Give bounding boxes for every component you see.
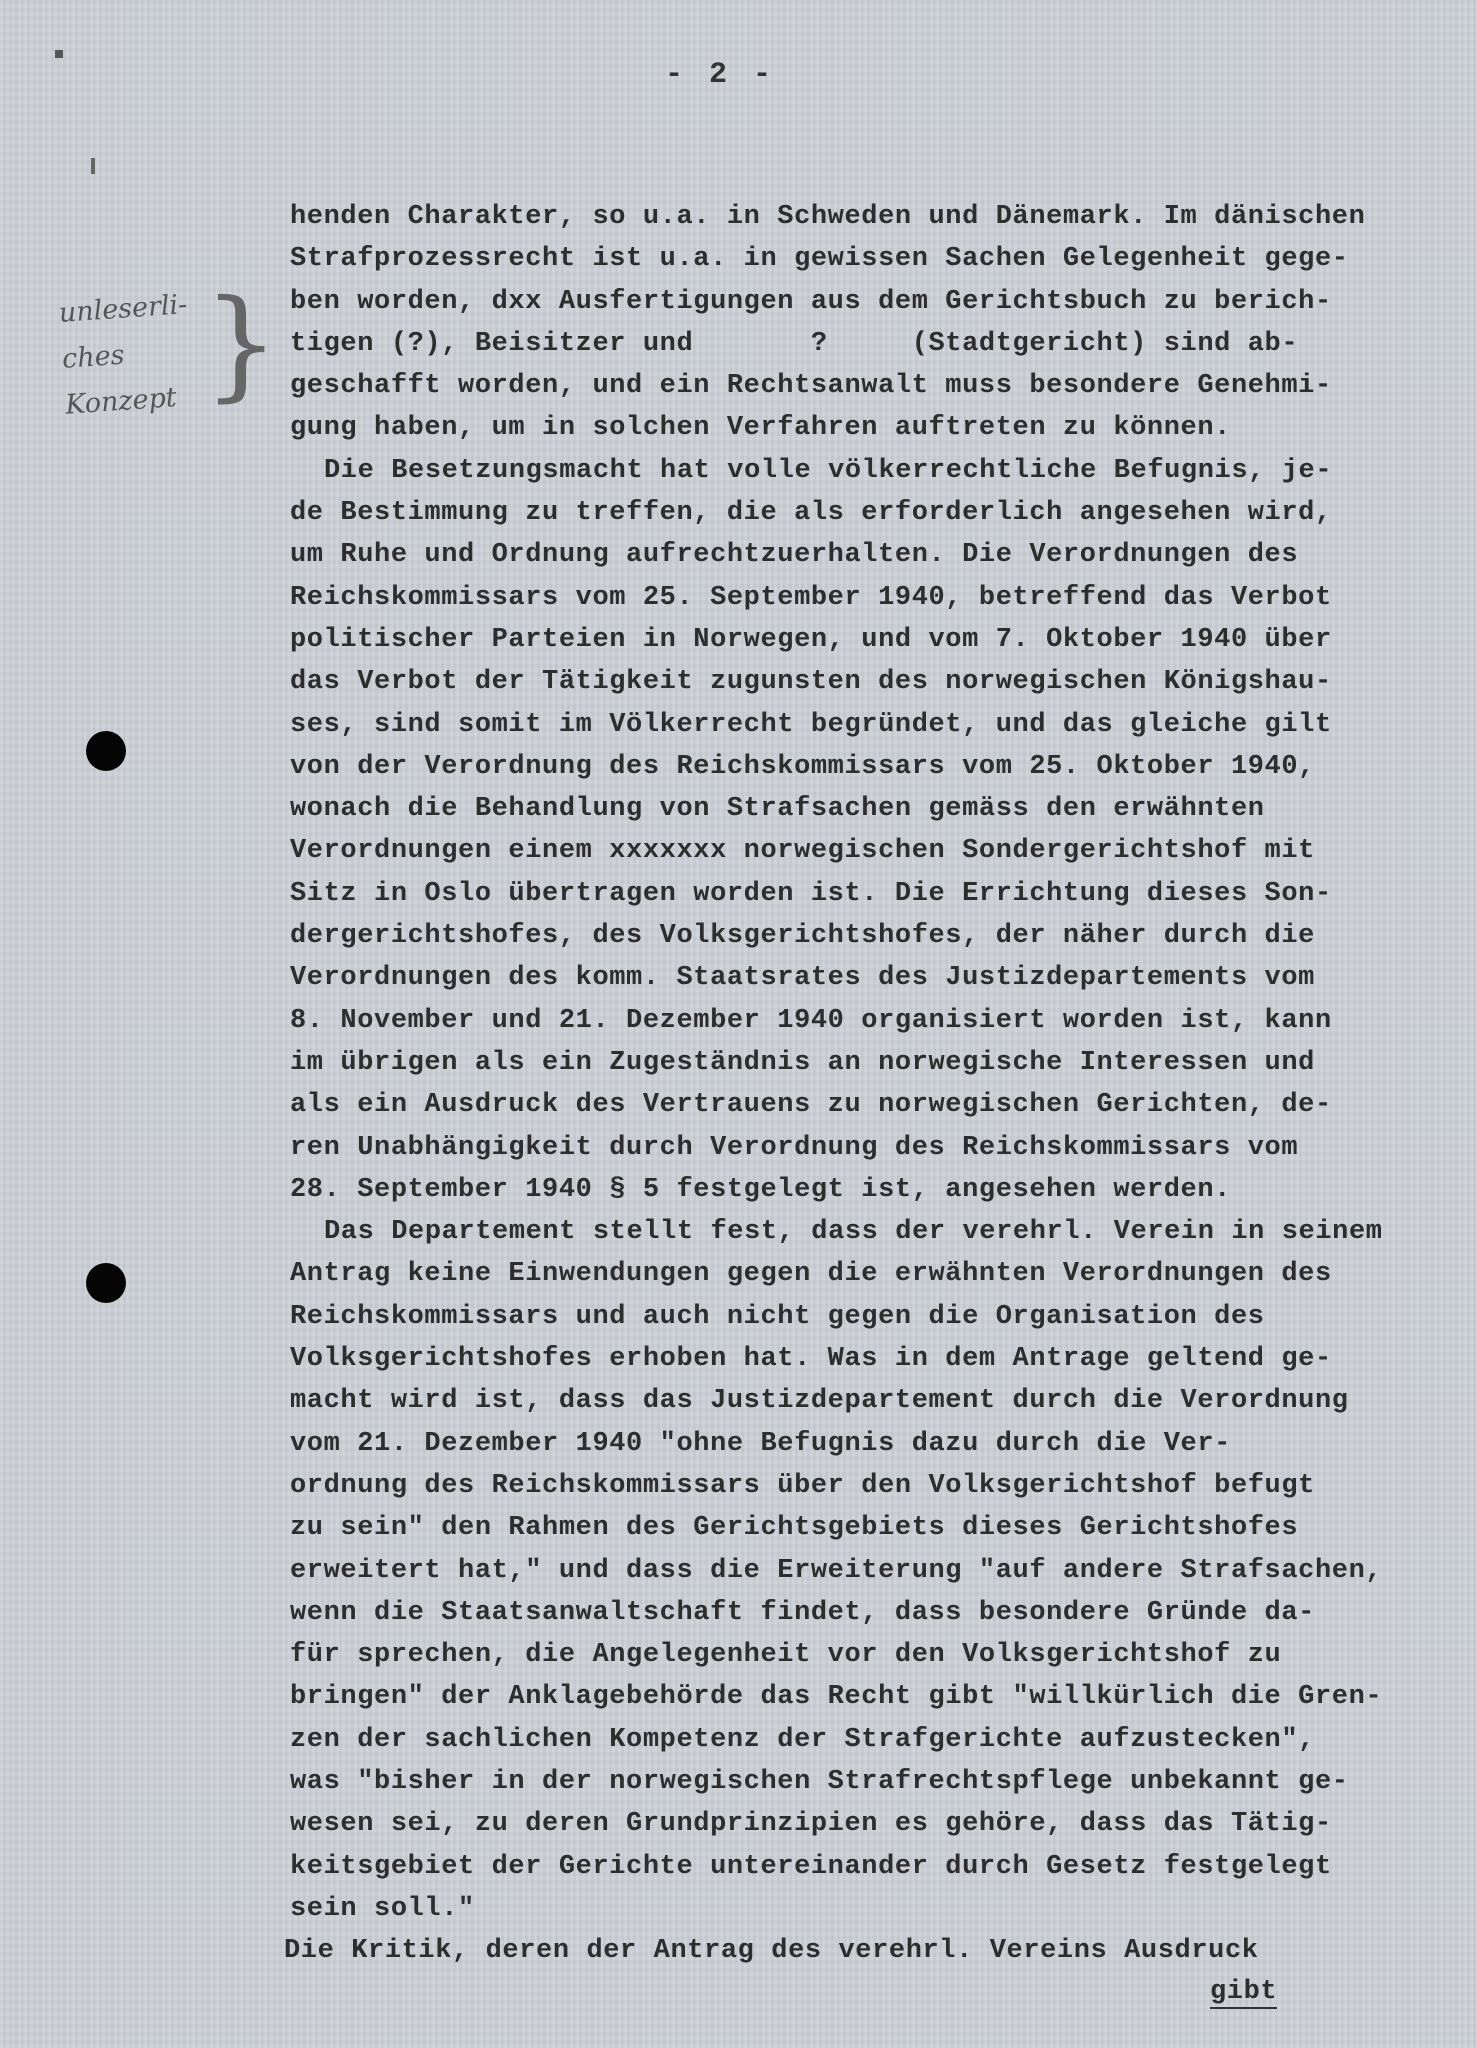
text-line: zen der sachlichen Kompetenz der Strafgerichte aufzustecken", <box>290 1724 1315 1755</box>
text-line: Die Besetzungsmacht hat volle völkerrechtliche Befugnis, je- <box>324 455 1333 486</box>
margin-brace-icon: } <box>203 275 280 414</box>
text-line: Reichskommissars vom 25. September 1940, betreffend das Verbot <box>290 582 1332 613</box>
margin-note-line: ches <box>61 339 126 375</box>
text-line: im übrigen als ein Zugeständnis an norwegische Interessen und <box>290 1047 1315 1078</box>
text-line: für sprechen, die Angelegenheit vor den Volksgerichtshof zu <box>290 1640 1282 1671</box>
text-line: zu sein" den Rahmen des Gerichtsgebiets dieses Gerichtshofes <box>290 1513 1299 1544</box>
catchword: gibt <box>1210 1977 1278 2007</box>
text-line: das Verbot der Tätigkeit zugunsten des norwegischen Königshau- <box>290 667 1332 698</box>
text-line: was "bisher in der norwegischen Strafrechtspflege unbekannt ge- <box>290 1766 1349 1797</box>
text-line: wesen sei, zu deren Grundprinzipien es gehöre, dass das Tätig- <box>290 1809 1332 1840</box>
margin-note-line: unleserli- <box>57 289 189 330</box>
text-line: 8. November und 21. Dezember 1940 organisiert worden ist, kann <box>290 1005 1332 1036</box>
text-line: Reichskommissars und auch nicht gegen die Organisation des <box>290 1301 1265 1332</box>
text-line: bringen" der Anklagebehörde das Recht gibt "willkürlich die Gren- <box>290 1682 1383 1713</box>
page-number: - 2 - <box>664 58 775 92</box>
text-line: ordnung des Reichskommissars über den Volksgerichtshof befugt <box>290 1470 1315 1501</box>
text-line: Antrag keine Einwendungen gegen die erwähnten Verordnungen des <box>290 1259 1332 1290</box>
text-line: wenn die Staatsanwaltschaft findet, dass besondere Gründe da- <box>290 1597 1315 1628</box>
text-line: ben worden, dxx Ausfertigungen aus dem Gerichtsbuch zu berich- <box>290 286 1332 317</box>
text-line: 28. September 1940 § 5 festgelegt ist, angesehen werden. <box>290 1174 1231 1205</box>
text-line: macht wird ist, dass das Justizdepartement durch die Verordnung <box>290 1386 1349 1417</box>
text-line: Verordnungen einem xxxxxxx norwegischen Sondergerichtshof mit <box>290 836 1315 867</box>
text-line: henden Charakter, so u.a. in Schweden und Dänemark. Im dänischen <box>290 202 1366 232</box>
edge-mark <box>55 50 63 58</box>
margin-note-line: Konzept <box>64 382 178 421</box>
text-line: erweitert hat," und dass die Erweiterung "auf andere Strafsachen, <box>290 1555 1383 1586</box>
text-line: Sitz in Oslo übertragen worden ist. Die Errichtung dieses Son- <box>290 878 1332 909</box>
text-line: vom 21. Dezember 1940 "ohne Befugnis dazu durch die Ver- <box>290 1428 1231 1459</box>
text-line: dergerichtshofes, des Volksgerichtshofes, der näher durch die <box>290 921 1315 952</box>
text-line: wonach die Behandlung von Strafsachen gemäss den erwähnten <box>290 794 1265 825</box>
text-line: Verordnungen des komm. Staatsrates des Justizdepartements vom <box>290 963 1315 994</box>
text-line: tigen (?), Beisitzer und ? (Stadtgericht) sind ab- <box>290 328 1299 359</box>
text-line: Das Departement stellt fest, dass der verehrl. Verein in seinem <box>324 1217 1383 1248</box>
text-line: um Ruhe und Ordnung aufrechtzuerhalten. Die Verordnungen des <box>290 540 1299 571</box>
text-line: ses, sind somit im Völkerrecht begründet, und das gleiche gilt <box>290 709 1332 740</box>
text-line: keitsgebiet der Gerichte untereinander durch Gesetz festgelegt <box>290 1851 1332 1882</box>
text-line: geschafft worden, und ein Rechtsanwalt muss besondere Genehmi- <box>290 371 1332 402</box>
text-line: sein soll." <box>290 1893 475 1924</box>
text-line: politischer Parteien in Norwegen, und vom 7. Oktober 1940 über <box>290 624 1332 655</box>
text-line: Strafprozessrecht ist u.a. in gewissen Sachen Gelegenheit gege- <box>290 244 1349 275</box>
text-line: Volksgerichtshofes erhoben hat. Was in dem Antrage geltend ge- <box>290 1344 1332 1375</box>
text-line: Die Kritik, deren der Antrag des verehrl. Vereins Ausdruck <box>284 1936 1259 1967</box>
text-line: de Bestimmung zu treffen, die als erforderlich angesehen wird, <box>290 498 1332 529</box>
text-line: als ein Ausdruck des Vertrauens zu norwegischen Gerichten, de- <box>290 1090 1332 1121</box>
text-line: von der Verordnung des Reichskommissars vom 25. Oktober 1940, <box>290 751 1315 782</box>
text-line: gung haben, um in solchen Verfahren auftreten zu können. <box>290 413 1231 444</box>
punch-hole <box>86 1263 126 1303</box>
typed-body-text <box>284 196 1430 1972</box>
punch-hole <box>86 731 126 771</box>
edge-mark <box>91 158 95 174</box>
text-line: ren Unabhängigkeit durch Verordnung des Reichskommissars vom <box>290 1132 1299 1163</box>
